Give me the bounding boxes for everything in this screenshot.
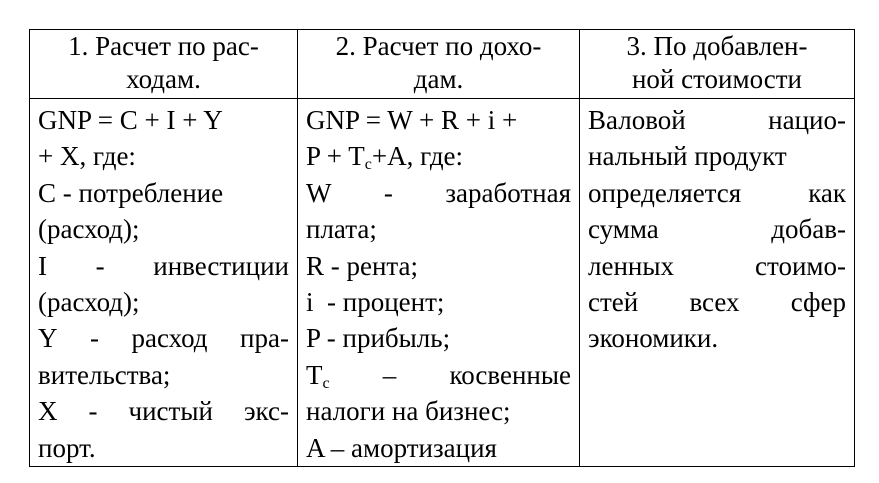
text-line: плата; xyxy=(306,214,377,245)
word: определяется xyxy=(588,177,742,208)
word: экс- xyxy=(243,396,289,427)
text-line: GNP = W + R + i + xyxy=(306,105,518,135)
text-line: C - потребление xyxy=(38,177,224,208)
header-cell-income xyxy=(298,30,580,99)
text-line: R - рента; xyxy=(306,250,419,281)
text-line: порт. xyxy=(38,432,96,463)
cell-value-added-method xyxy=(580,99,855,467)
text-line xyxy=(38,320,289,356)
word: стей xyxy=(588,286,639,317)
header-line: 3. По добавлен- xyxy=(626,31,808,61)
word: стоимо- xyxy=(755,250,846,281)
header-line: ходам. xyxy=(126,64,201,94)
word: I xyxy=(38,250,47,281)
subscript: c xyxy=(322,374,330,392)
text-line xyxy=(38,393,289,429)
header-line: 2. Расчет по дохо- xyxy=(335,31,542,61)
header-cell-value-added xyxy=(580,30,855,99)
text-line xyxy=(588,248,846,284)
word: +A, где: xyxy=(371,141,464,172)
word: заработная xyxy=(445,177,571,208)
word: - xyxy=(90,323,99,354)
cell-income-method xyxy=(298,99,580,467)
header-line: дам. xyxy=(413,64,464,94)
text-line: (расход); xyxy=(38,214,140,245)
body-row xyxy=(30,99,855,467)
text-line: экономики. xyxy=(588,323,719,354)
word: сфер xyxy=(790,286,846,317)
text-line: i - процент; xyxy=(306,286,445,317)
subscript: c xyxy=(364,156,372,174)
word: пра- xyxy=(240,323,289,354)
word: X xyxy=(38,396,58,427)
text-line: (расход); xyxy=(38,286,140,317)
text-line: GNP = C + I + Y xyxy=(38,105,223,135)
word: – xyxy=(382,359,397,390)
text-line: A – амортизация xyxy=(306,432,497,463)
word: Валовой xyxy=(588,105,686,135)
text-line xyxy=(306,357,571,393)
text-line: вительства; xyxy=(38,359,171,390)
text-line xyxy=(306,138,571,174)
text-line: налоги на бизнес; xyxy=(306,396,511,427)
word: W xyxy=(306,177,332,208)
header-line: ной стоимости xyxy=(631,64,802,94)
text-line xyxy=(38,248,289,284)
word: инвестиции xyxy=(153,250,289,281)
word: как xyxy=(808,177,846,208)
word: добав- xyxy=(771,214,846,245)
text-line xyxy=(588,284,846,320)
word xyxy=(306,357,330,393)
word: P + T xyxy=(306,141,365,172)
word: ленных xyxy=(588,250,674,281)
text-line: + X, где: xyxy=(38,141,136,172)
word: - xyxy=(95,250,105,281)
word: всех xyxy=(689,286,740,317)
word: косвенные xyxy=(449,359,571,390)
text-line: нальный продукт xyxy=(588,141,787,172)
cell-expenditure-method xyxy=(30,99,298,467)
text-line xyxy=(306,175,571,211)
word: T xyxy=(306,359,323,390)
header-line: 1. Расчет по рас- xyxy=(68,31,259,61)
text-line xyxy=(588,102,846,138)
document-table xyxy=(29,29,855,467)
word: нацио- xyxy=(768,105,846,135)
header-row xyxy=(30,30,855,99)
word: - xyxy=(383,177,393,208)
text-line xyxy=(588,175,846,211)
word: - xyxy=(88,396,98,427)
word: сумма xyxy=(588,214,659,245)
header-cell-expenditure xyxy=(30,30,298,99)
text-line: P - прибыль; xyxy=(306,323,451,354)
word: чистый xyxy=(128,396,213,427)
word: расход xyxy=(131,323,208,354)
text-line xyxy=(588,211,846,247)
word: Y xyxy=(38,323,58,354)
